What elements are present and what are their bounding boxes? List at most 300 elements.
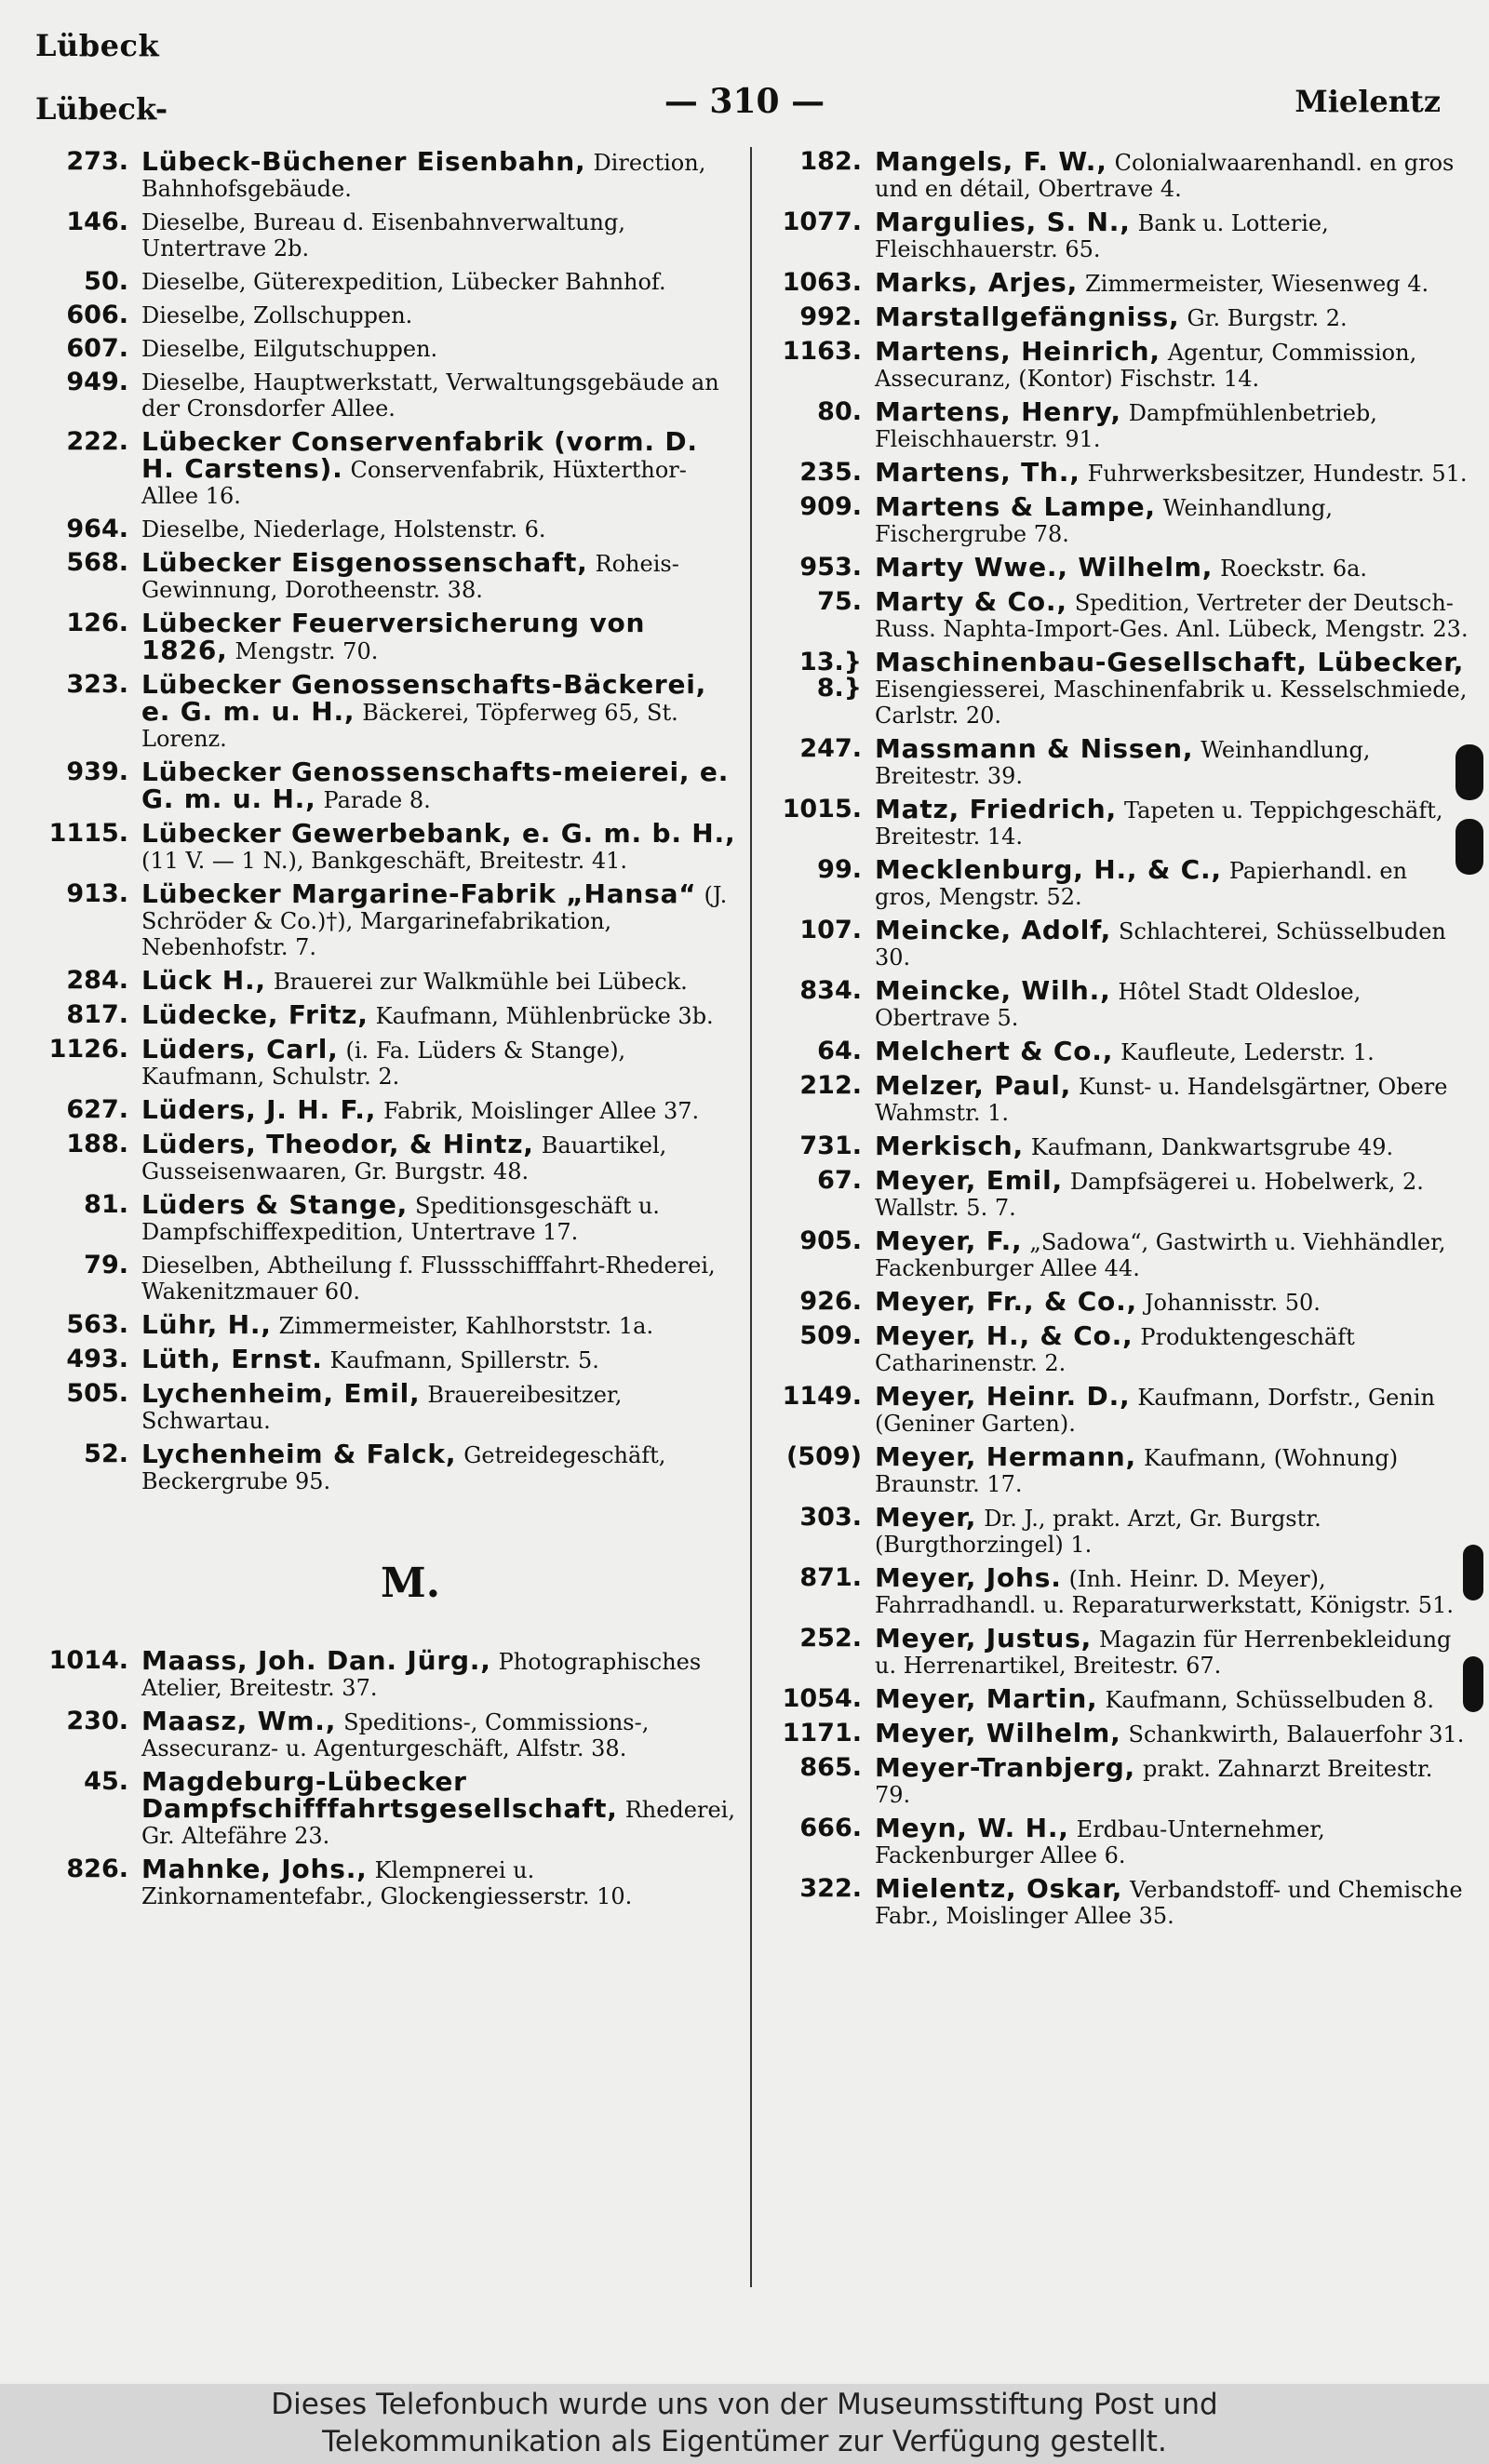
subscriber-detail: (i. Fa. Lüders & Stange), Kaufmann, Schulstr. 2.: [141, 1038, 626, 1090]
subscriber-detail: Dieselbe, Bureau d. Eisenbahnverwaltung, Untertrave 2b.: [141, 209, 625, 261]
column-divider: [750, 147, 752, 2287]
directory-entry: [28, 1645, 737, 1701]
subscriber-detail: Agentur, Commission, Assecuranz, (Kontor) Fischstr. 14.: [875, 340, 1417, 392]
subscriber-detail: Brauerei zur Walkmühle bei Lübeck.: [273, 969, 688, 995]
entry-body: [875, 301, 1469, 332]
subscriber-name: Meyer, Heinr. D.,: [875, 1381, 1131, 1412]
phone-number: 13.} 8.}: [798, 648, 862, 703]
phone-number: 1149.: [782, 1382, 862, 1411]
subscriber-detail: Dampfmühlenbetrieb, Fleischhauerstr. 91.: [875, 400, 1377, 452]
subscriber-name: Lübecker Gewerbebank, e. G. m. b. H.,: [141, 818, 736, 849]
subscriber-detail: Erdbau-Unternehmer, Fackenburger Allee 6.: [875, 1816, 1325, 1868]
phone-number: 871.: [799, 1563, 862, 1592]
phone-number: 926.: [799, 1287, 862, 1316]
directory-entry: [28, 426, 737, 509]
entry-body: [875, 267, 1469, 298]
entry-body: [141, 1346, 737, 1373]
entry-body: [875, 794, 1469, 850]
entry-body: [141, 999, 737, 1030]
directory-entry: [28, 1856, 737, 1909]
subscriber-name: Lüders & Stange,: [141, 1189, 409, 1220]
subscriber-detail: Gr. Burgstr. 2.: [1187, 305, 1348, 331]
subscriber-detail: Eisengiesserei, Maschinenfabrik u. Kesselschmiede, Carlstr. 20.: [875, 676, 1468, 729]
directory-entry: [28, 1708, 737, 1761]
subscriber-detail: Dieselbe, Zollschuppen.: [141, 302, 413, 328]
phone-number: 666.: [799, 1814, 862, 1842]
subscriber-detail: Kaufmann, Spillerstr. 5.: [329, 1347, 599, 1373]
phone-number: 81.: [84, 1190, 128, 1219]
subscriber-name: Lühr, H.,: [141, 1309, 272, 1340]
header-right-keyword: Mielentz: [1294, 84, 1441, 119]
directory-entry: [761, 794, 1469, 850]
entry-body: [141, 1252, 737, 1305]
left-column: [28, 146, 737, 1917]
subscriber-name: Meyer, Hermann,: [875, 1441, 1136, 1472]
subscriber-name: Matz, Friedrich,: [875, 794, 1117, 824]
entry-body: [141, 1309, 737, 1340]
subscriber-detail: Bauartikel, Gusseisenwaaren, Gr. Burgstr. 48.: [141, 1132, 667, 1185]
subscriber-name: Lüders, Carl,: [141, 1034, 339, 1065]
subscriber-detail: Kaufmann, Dankwartsgrube 49.: [1030, 1134, 1394, 1160]
phone-number: 992.: [799, 302, 862, 331]
phone-number: 1063.: [782, 268, 862, 297]
entry-body: [141, 547, 737, 603]
directory-entry: [761, 396, 1469, 452]
directory-entry: [761, 1752, 1469, 1808]
directory-entry: [761, 1441, 1469, 1497]
phone-number: 1171.: [782, 1719, 862, 1748]
entry-body: [875, 1562, 1469, 1618]
entry-body: [875, 1070, 1469, 1126]
phone-number: 284.: [66, 966, 128, 995]
phone-number: 212.: [799, 1071, 862, 1100]
entry-body: [875, 1133, 1469, 1160]
phone-number: (509): [785, 1442, 862, 1471]
section-letter: M.: [380, 1560, 441, 1607]
subscriber-name: Marty & Co.,: [875, 586, 1067, 617]
directory-entry: [28, 209, 737, 261]
right-entry-list: [761, 146, 1469, 1929]
subscriber-name: Massmann & Nissen,: [875, 733, 1194, 764]
directory-entry: [761, 336, 1469, 392]
subscriber-detail: (J. Schröder & Co.)†), Margarinefabrikation, Nebenhofstr. 7.: [141, 882, 728, 960]
entry-body: [141, 146, 737, 202]
phone-number: 126.: [66, 609, 128, 637]
directory-entry: [761, 1562, 1469, 1618]
subscriber-name: Meyer-Tranbjerg,: [875, 1752, 1135, 1783]
subscriber-detail: Parade 8.: [323, 787, 431, 813]
phone-number: 1015.: [782, 795, 862, 824]
directory-entry: [28, 336, 737, 362]
subscriber-name: Marty Wwe., Wilhelm,: [875, 552, 1214, 583]
phone-number: 1163.: [782, 337, 862, 366]
entry-body: [875, 586, 1469, 642]
subscriber-name: Melchert & Co.,: [875, 1036, 1114, 1066]
directory-entry: [28, 1309, 737, 1340]
subscriber-name: Marstallgefängniss,: [875, 301, 1180, 332]
subscriber-name: Merkisch,: [875, 1131, 1024, 1161]
directory-entry: [761, 267, 1469, 298]
subscriber-detail: Photographisches Atelier, Breitestr. 37.: [141, 1649, 702, 1701]
phone-number: 67.: [817, 1166, 862, 1195]
subscriber-name: Lychenheim & Falck,: [141, 1439, 457, 1469]
entry-body: [875, 552, 1469, 583]
entry-body: [875, 1752, 1469, 1808]
entry-body: [875, 1225, 1469, 1281]
subscriber-name: Meincke, Wilh.,: [875, 975, 1111, 1006]
entry-body: [875, 975, 1469, 1031]
subscriber-name: Mecklenburg, H., & C.,: [875, 854, 1222, 885]
directory-entry: [761, 854, 1469, 910]
entry-body: [141, 1441, 737, 1494]
subscriber-detail: Produktengeschäft Catharinenstr. 2.: [875, 1324, 1355, 1376]
subscriber-detail: Fuhrwerksbesitzer, Hundestr. 51.: [1087, 461, 1468, 487]
phone-number: 1126.: [48, 1035, 128, 1064]
entry-body: [141, 369, 737, 422]
entry-body: [141, 1766, 737, 1849]
phone-number: 817.: [66, 1000, 128, 1029]
subscriber-detail: Verbandstoff- und Chemische Fabr., Moislinger Allee 35.: [875, 1877, 1463, 1929]
subscriber-detail: Dr. J., prakt. Arzt, Gr. Burgstr. (Burgthorzingel) 1.: [875, 1506, 1321, 1558]
entry-body: [875, 1683, 1469, 1714]
directory-entry: [761, 1381, 1469, 1437]
phone-number: 303.: [799, 1503, 862, 1532]
directory-entry: [28, 610, 737, 664]
directory-entry: [761, 457, 1469, 488]
directory-entry: [761, 586, 1469, 642]
left-entry-list: [28, 146, 737, 1494]
subscriber-name: Lychenheim, Emil,: [141, 1378, 421, 1409]
subscriber-detail: Johannisstr. 50.: [1144, 1290, 1321, 1316]
phone-number: 563.: [66, 1310, 128, 1339]
directory-entry: [761, 1873, 1469, 1929]
page-tab-marker: [1455, 744, 1483, 800]
entry-body: [141, 1034, 737, 1090]
phone-number: 80.: [817, 397, 862, 426]
right-column: [761, 146, 1469, 1936]
entry-body: [875, 1038, 1469, 1065]
phone-number: 909.: [799, 492, 862, 521]
subscriber-detail: Dieselbe, Eilgutschuppen.: [141, 336, 438, 362]
phone-number: 568.: [66, 548, 128, 577]
directory-entry: [761, 1133, 1469, 1160]
phone-number: 273.: [66, 147, 128, 176]
phone-number: 1115.: [48, 819, 128, 848]
phone-number: 731.: [799, 1132, 862, 1160]
directory-entry: [761, 1718, 1469, 1748]
phone-number: 247.: [799, 734, 862, 763]
entry-body: [141, 516, 737, 542]
entry-body: [875, 491, 1469, 547]
subscriber-detail: Fabrik, Moislinger Allee 37.: [383, 1098, 700, 1124]
directory-entry: [761, 1165, 1469, 1221]
phone-number: 235.: [799, 458, 862, 487]
directory-entry: [28, 369, 737, 422]
subscriber-name: Meyer, H., & Co.,: [875, 1320, 1134, 1351]
entry-body: [875, 1165, 1469, 1221]
directory-entry: [761, 1225, 1469, 1281]
phone-number: 949.: [66, 368, 128, 396]
page-number: — 310 —: [664, 82, 825, 121]
directory-entry: [28, 759, 737, 813]
phone-number: 939.: [66, 757, 128, 786]
subscriber-name: Lübecker Eisgenossenschaft,: [141, 547, 588, 578]
entry-body: [141, 1094, 737, 1125]
phone-number: 865.: [799, 1753, 862, 1782]
entry-body: [875, 917, 1469, 971]
directory-entry: [761, 1815, 1469, 1868]
subscriber-detail: Getreidegeschäft, Beckergrube 95.: [141, 1442, 666, 1494]
entry-body: [141, 878, 737, 960]
m-entry-list: [28, 1645, 737, 1909]
subscriber-name: Martens, Heinrich,: [875, 336, 1160, 367]
subscriber-detail: (Inh. Heinr. D. Meyer), Fahrradhandl. u. Reparaturwerkstatt, Königstr. 51.: [875, 1566, 1454, 1618]
phone-number: 913.: [66, 879, 128, 908]
subscriber-detail: Roheis-Gewinnung, Dorotheenstr. 38.: [141, 551, 679, 603]
directory-entry: [28, 669, 737, 752]
subscriber-detail: Bäckerei, Töpferweg 65, St. Lorenz.: [141, 700, 678, 752]
phone-number: 509.: [799, 1321, 862, 1350]
page-tab-marker: [1463, 1656, 1483, 1712]
subscriber-name: Lübecker Conservenfabrik (vorm. D. H. Carstens).: [141, 426, 698, 484]
subscriber-name: Lübeck-Büchener Eisenbahn,: [141, 146, 586, 177]
entry-body: [141, 965, 737, 996]
phone-number: 964.: [66, 515, 128, 543]
subscriber-name: Lübecker Genossenschafts-meierei, e. G. m. u. H.,: [141, 757, 730, 814]
entry-body: [875, 733, 1469, 789]
subscriber-detail: Speditionsgeschäft u. Dampfschiffexpedition, Untertrave 17.: [141, 1193, 660, 1245]
directory-entry: [761, 491, 1469, 547]
entry-body: [875, 1320, 1469, 1376]
entry-body: [141, 610, 737, 664]
subscriber-name: Melzer, Paul,: [875, 1070, 1072, 1101]
subscriber-name: Magdeburg-Lübecker Dampfschifffahrtsgesellschaft,: [141, 1766, 618, 1824]
page-tab-marker: [1463, 1545, 1483, 1600]
phone-number: 505.: [66, 1379, 128, 1408]
entry-body: [875, 854, 1469, 910]
directory-entry: [761, 917, 1469, 971]
subscriber-detail: Dieselben, Abtheilung f. Flussschifffahrt-Rhederei, Wakenitzmauer 60.: [141, 1252, 716, 1305]
phone-number: 493.: [66, 1345, 128, 1373]
entry-body: [141, 426, 737, 509]
subscriber-name: Meincke, Adolf,: [875, 915, 1112, 945]
entry-body: [875, 1381, 1469, 1437]
subscriber-name: Lüdecke, Fritz,: [141, 999, 369, 1030]
subscriber-name: Mielentz, Oskar,: [875, 1873, 1123, 1904]
subscriber-name: Meyer, Justus,: [875, 1623, 1093, 1654]
directory-entry: [761, 209, 1469, 262]
directory-entry: [761, 552, 1469, 583]
entry-body: [875, 396, 1469, 452]
directory-entry: [28, 547, 737, 603]
phone-number: 230.: [66, 1707, 128, 1735]
subscriber-detail: Schlachterei, Schüsselbuden 30.: [875, 918, 1446, 971]
phone-number: 1054.: [782, 1684, 862, 1713]
directory-entry: [28, 1189, 737, 1245]
entry-body: [141, 1189, 737, 1245]
directory-entry: [761, 649, 1469, 729]
directory-entry: [28, 1441, 737, 1494]
phone-number: 1077.: [782, 208, 862, 236]
directory-entry: [28, 1346, 737, 1373]
directory-entry: [28, 302, 737, 328]
subscriber-detail: Conservenfabrik, Hüxterthor-Allee 16.: [141, 457, 687, 509]
subscriber-detail: prakt. Zahnarzt Breitestr. 79.: [875, 1756, 1433, 1808]
phone-number: 45.: [84, 1767, 128, 1796]
subscriber-detail: Dampfsägerei u. Hobelwerk, 2. Wallstr. 5. 7.: [875, 1169, 1424, 1221]
entry-body: [875, 1873, 1469, 1929]
entry-body: [141, 302, 737, 328]
subscriber-name: Lübecker Margarine-Fabrik „Hansa“: [141, 878, 697, 909]
directory-entry: [28, 269, 737, 295]
subscriber-detail: Kunst- u. Handelsgärtner, Obere Wahmstr. 1.: [875, 1074, 1448, 1126]
phone-number: 607.: [66, 334, 128, 363]
phone-number: 107.: [799, 916, 862, 944]
subscriber-name: Martens, Henry,: [875, 396, 1121, 427]
entry-body: [875, 1441, 1469, 1497]
directory-entry: [28, 818, 737, 874]
header-city: Lübeck: [35, 28, 160, 63]
entry-body: [141, 336, 737, 362]
entry-body: [141, 759, 737, 813]
phone-number: 1014.: [48, 1646, 128, 1675]
entry-body: [875, 649, 1469, 729]
directory-entry: [28, 878, 737, 960]
subscriber-detail: Klempnerei u. Zinkornamentefabr., Glockengiesserstr. 10.: [141, 1857, 633, 1909]
footer-line-1: Dieses Telefonbuch wurde uns von der Museumsstiftung Post und: [271, 2388, 1218, 2421]
subscriber-detail: Kaufleute, Lederstr. 1.: [1120, 1039, 1375, 1065]
entry-body: [141, 1645, 737, 1701]
phone-number: 64.: [817, 1037, 862, 1065]
directory-entry: [28, 516, 737, 542]
subscriber-name: Meyn, W. H.,: [875, 1813, 1069, 1843]
subscriber-name: Lüders, Theodor, & Hintz,: [141, 1129, 534, 1159]
phone-number: 99.: [817, 855, 862, 884]
phone-number: 222.: [66, 427, 128, 456]
subscriber-detail: Zimmermeister, Kahlhorststr. 1a.: [278, 1313, 654, 1339]
phone-number: 182.: [799, 147, 862, 176]
footer-line-2: Telekommunikation als Eigentümer zur Verfügung gestellt.: [322, 2425, 1167, 2458]
phone-number: 322.: [799, 1874, 862, 1903]
footer-notice: [0, 2384, 1489, 2464]
phone-number: 905.: [799, 1226, 862, 1255]
directory-entry: [28, 999, 737, 1030]
phone-number: 323.: [66, 670, 128, 699]
directory-entry: [761, 1320, 1469, 1376]
entry-body: [875, 1623, 1469, 1679]
directory-entry: [28, 1252, 737, 1305]
header-left-keyword: Lübeck-: [35, 91, 168, 127]
phone-number: 834.: [799, 976, 862, 1005]
subscriber-name: Marks, Arjes,: [875, 267, 1079, 298]
phone-number: 52.: [84, 1440, 128, 1468]
subscriber-detail: Dieselbe, Hauptwerkstatt, Verwaltungsgebäude an der Cronsdorfer Allee.: [141, 369, 719, 422]
subscriber-name: Meyer,: [875, 1502, 977, 1533]
subscriber-detail: Papierhandl. en gros, Mengstr. 52.: [875, 858, 1408, 910]
entry-body: [141, 1129, 737, 1185]
page-tab-marker: [1455, 819, 1483, 875]
phone-number: 79.: [84, 1251, 128, 1279]
entry-body: [875, 457, 1469, 488]
subscriber-detail: Tapeten u. Teppichgeschäft, Breitestr. 14.: [875, 797, 1443, 850]
subscriber-detail: Bank u. Lotterie, Fleischhauerstr. 65.: [875, 210, 1329, 262]
directory-entry: [28, 1129, 737, 1185]
entry-body: [875, 1286, 1469, 1317]
directory-entry: [28, 1766, 737, 1849]
subscriber-name: Meyer, Fr., & Co.,: [875, 1286, 1137, 1317]
subscriber-name: Martens, Th.,: [875, 457, 1080, 488]
subscriber-detail: Weinhandlung, Breitestr. 39.: [875, 737, 1371, 789]
phone-number: 606.: [66, 301, 128, 329]
subscriber-name: Maschinenbau-Gesellschaft, Lübecker,: [875, 647, 1465, 677]
directory-entry: [28, 965, 737, 996]
phone-number: 252.: [799, 1624, 862, 1653]
subscriber-detail: Spedition, Vertreter der Deutsch-Russ. Naphta-Import-Ges. Anl. Lübeck, Mengstr. 23.: [875, 590, 1469, 642]
entry-body: [875, 1815, 1469, 1868]
directory-entry: [28, 1094, 737, 1125]
subscriber-detail: Speditions-, Commissions-, Assecuranz- u. Agenturgeschäft, Alfstr. 38.: [141, 1709, 650, 1761]
subscriber-name: Mahnke, Johs.,: [141, 1854, 368, 1884]
entry-body: [141, 209, 737, 261]
phone-number: 953.: [799, 553, 862, 582]
directory-entry: [761, 1070, 1469, 1126]
phone-number: 627.: [66, 1095, 128, 1124]
subscriber-name: Lübecker Feuerversicherung von 1826,: [141, 608, 646, 665]
entry-body: [875, 146, 1469, 202]
subscriber-detail: Weinhandlung, Fischergrube 78.: [875, 495, 1334, 547]
subscriber-detail: Roeckstr. 6a.: [1220, 556, 1368, 582]
subscriber-name: Lüth, Ernst.: [141, 1344, 323, 1374]
directory-entry: [28, 1034, 737, 1090]
subscriber-detail: Hôtel Stadt Oldesloe, Obertrave 5.: [875, 979, 1362, 1031]
directory-entry: [761, 1286, 1469, 1317]
subscriber-detail: „Sadowa“, Gastwirth u. Viehhändler, Fackenburger Allee 44.: [875, 1229, 1446, 1281]
subscriber-detail: Rhederei, Gr. Altefähre 23.: [141, 1797, 735, 1849]
directory-entry: [761, 733, 1469, 789]
entry-body: [875, 1502, 1469, 1558]
subscriber-name: Mangels, F. W.,: [875, 146, 1107, 177]
entry-body: [875, 1718, 1469, 1748]
subscriber-detail: Direction, Bahnhofsgebäude.: [141, 150, 706, 202]
phone-number: 188.: [66, 1130, 128, 1158]
subscriber-detail: Kaufmann, (Wohnung) Braunstr. 17.: [875, 1445, 1399, 1497]
directory-entry: [761, 1502, 1469, 1558]
phone-number: 50.: [84, 267, 128, 296]
subscriber-name: Lück H.,: [141, 965, 266, 996]
subscriber-detail: Schankwirth, Balauerfohr 31.: [1128, 1721, 1465, 1748]
directory-entry: [761, 1038, 1469, 1065]
subscriber-name: Maasz, Wm.,: [141, 1706, 337, 1736]
entry-body: [141, 269, 737, 295]
directory-entry: [761, 301, 1469, 332]
subscriber-detail: Colonialwaarenhandl. en gros und en détail, Obertrave 4.: [875, 150, 1455, 202]
entry-body: [141, 818, 737, 874]
directory-entry: [761, 146, 1469, 202]
subscriber-name: Martens & Lampe,: [875, 491, 1156, 522]
entry-body: [141, 1378, 737, 1434]
subscriber-name: Meyer, F.,: [875, 1225, 1023, 1256]
subscriber-name: Lübecker Genossenschafts-Bäckerei, e. G. m. u. H.,: [141, 669, 707, 727]
subscriber-detail: Kaufmann, Mühlenbrücke 3b.: [375, 1003, 714, 1029]
directory-entry: [28, 146, 737, 202]
phone-number: 826.: [66, 1855, 128, 1883]
subscriber-name: Meyer, Emil,: [875, 1165, 1063, 1196]
phone-number: 146.: [66, 208, 128, 236]
subscriber-detail: Kaufmann, Schüsselbuden 8.: [1105, 1687, 1434, 1713]
subscriber-name: Margulies, S. N.,: [875, 207, 1131, 237]
entry-body: [875, 336, 1469, 392]
directory-entry: [28, 1378, 737, 1434]
